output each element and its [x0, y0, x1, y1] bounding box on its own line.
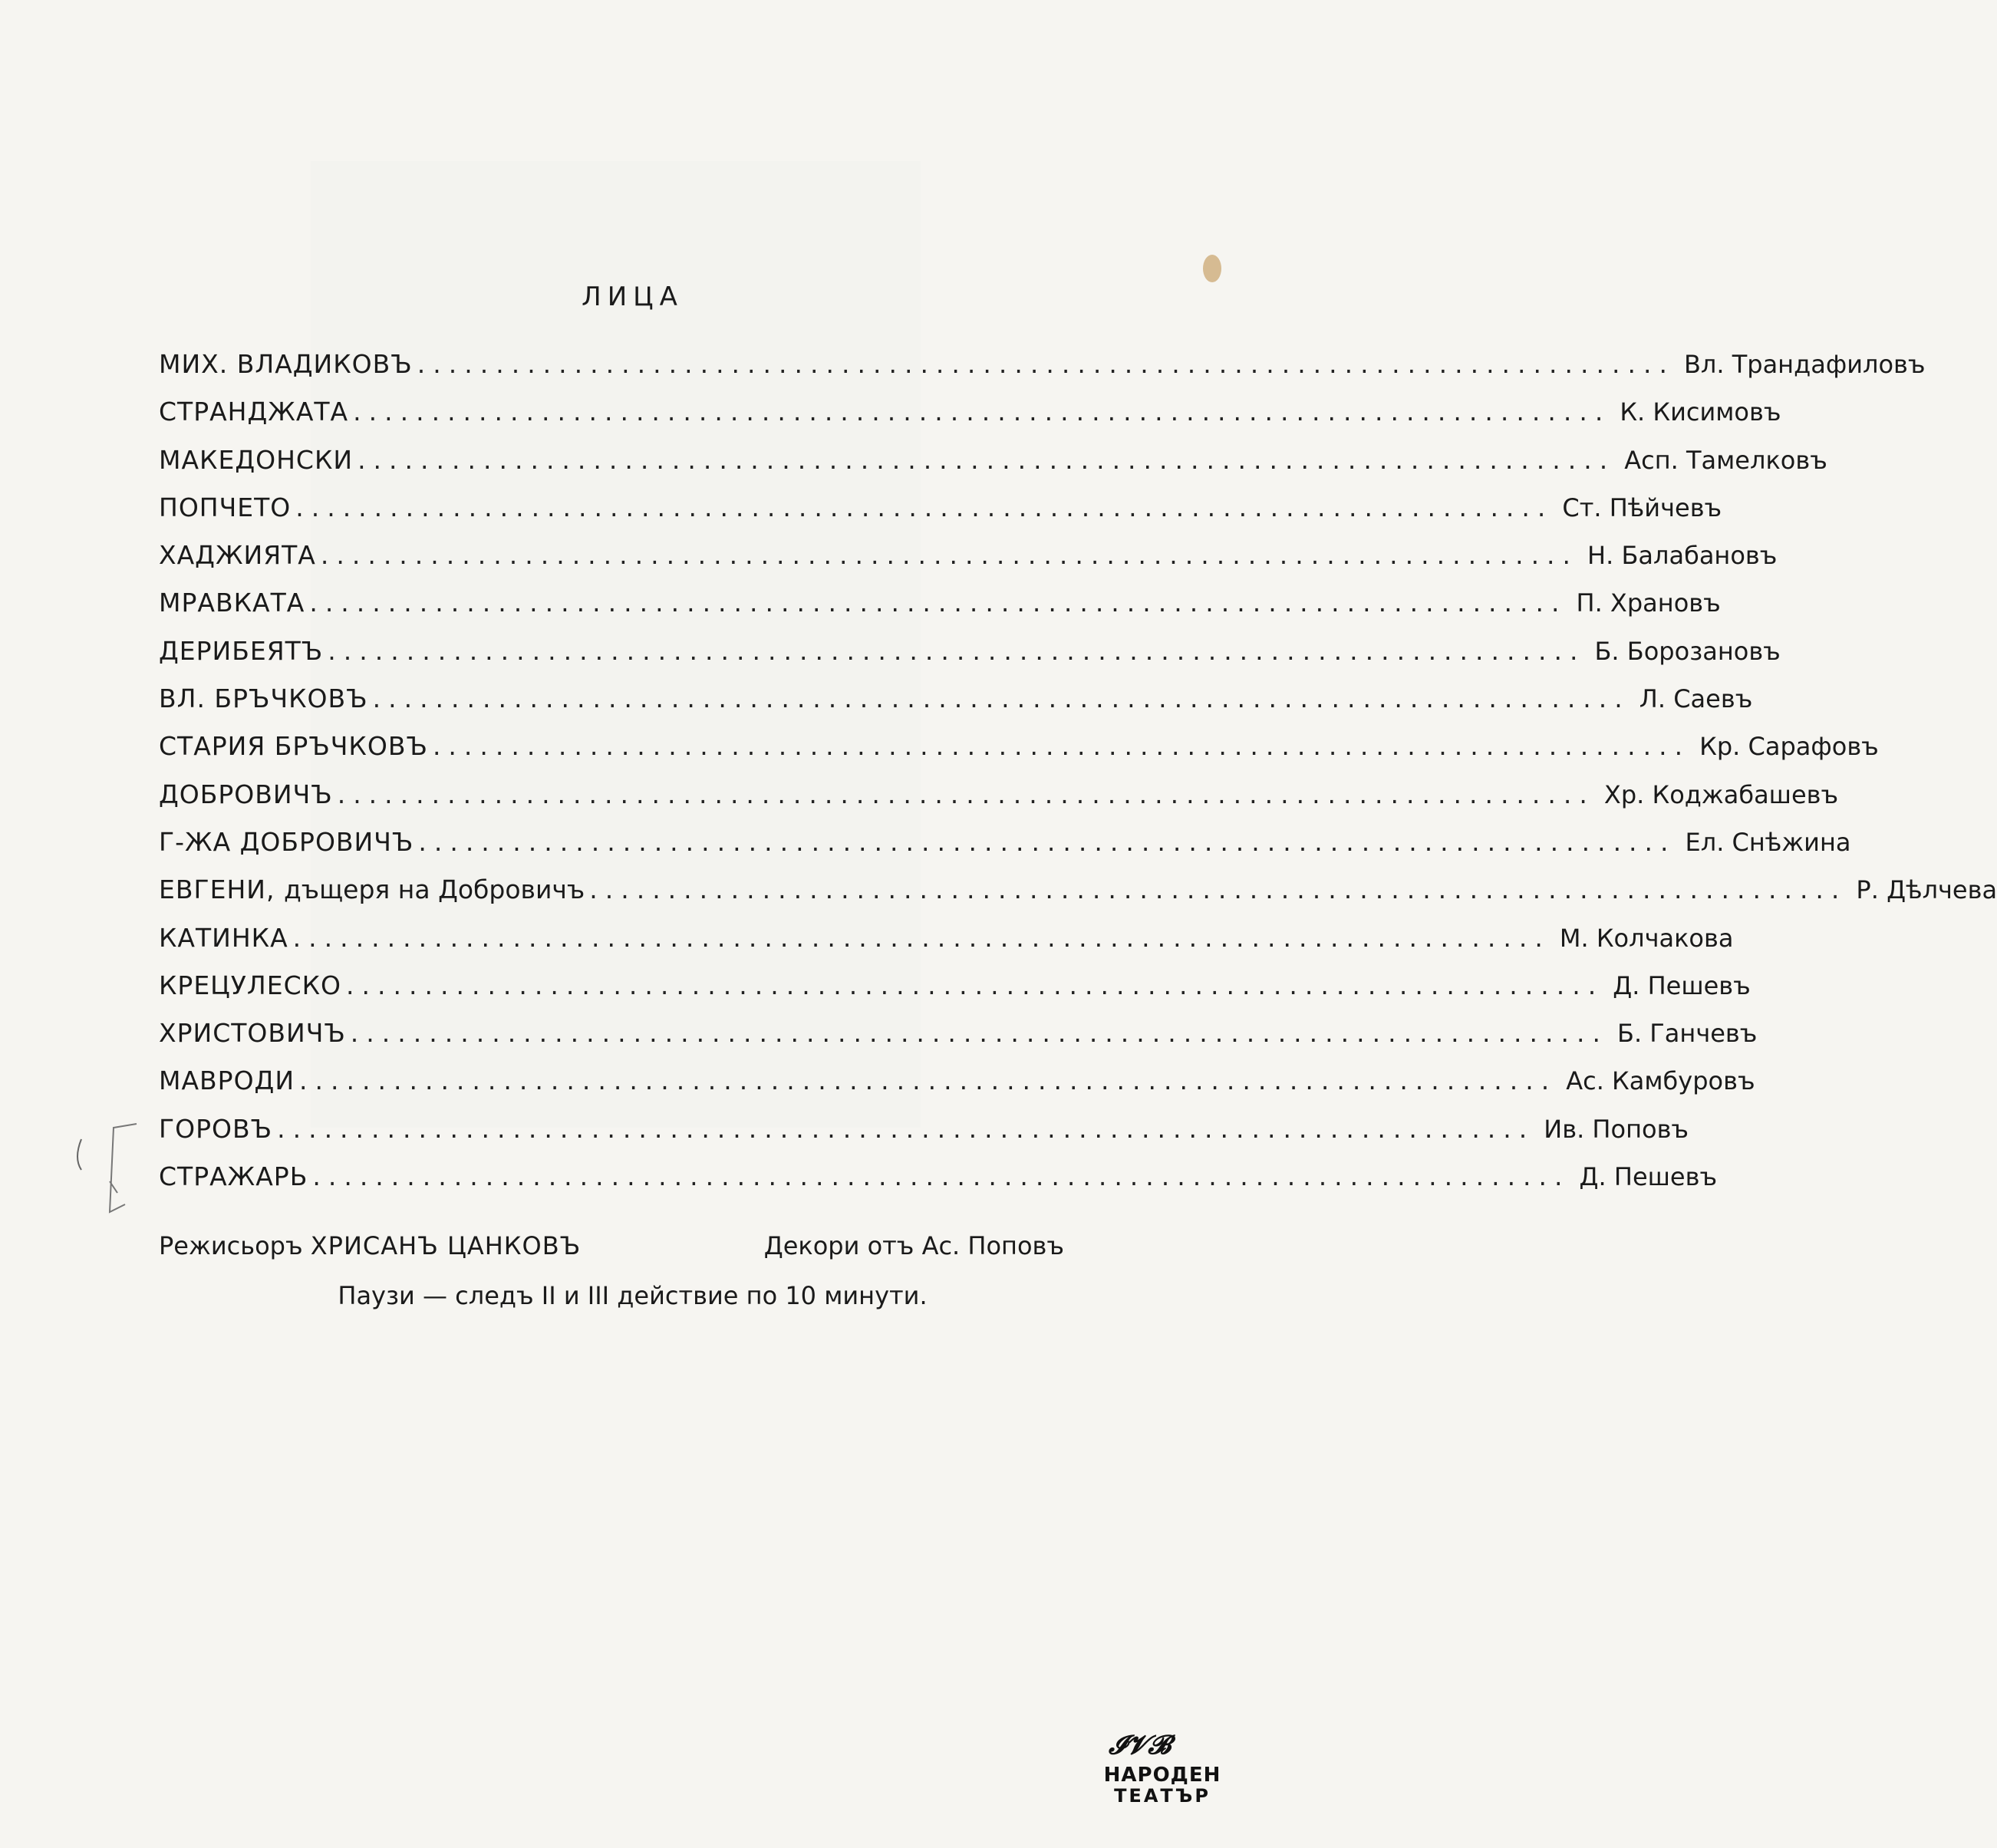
dot-leader: ................................................................................	[372, 684, 1630, 714]
dot-leader: ................................................................................	[346, 970, 1604, 1000]
cast-row	[159, 349, 1926, 397]
role-name: СТАРИЯ БРЪЧКОВЪ	[159, 731, 428, 762]
actor-name: П. Храновъ	[1576, 588, 1721, 618]
cast-row	[159, 922, 1734, 970]
director-credit	[159, 1231, 581, 1260]
role-name: ХАДЖИЯТА	[159, 540, 316, 571]
actor-name: Ив. Поповъ	[1544, 1114, 1689, 1144]
dot-leader: ................................................................................	[353, 397, 1611, 427]
role-name: СТРАЖАРЬ	[159, 1161, 308, 1192]
actor-name: М. Колчакова	[1559, 923, 1734, 953]
actor-name: Д. Пешевъ	[1613, 970, 1751, 1000]
cast-row	[159, 1113, 1689, 1161]
dot-leader: ................................................................................	[418, 826, 1676, 857]
role-name: СТРАНДЖАТА	[159, 397, 349, 427]
actor-name: Б. Борозановъ	[1594, 636, 1781, 666]
cast-row	[159, 779, 1839, 827]
cast-row	[159, 1066, 1755, 1113]
credits	[159, 1231, 1064, 1260]
actor-name: Хр. Коджабашевъ	[1603, 779, 1839, 809]
decor-credit: Декори отъ Ас. Поповъ	[763, 1231, 1064, 1260]
role-name: Г-ЖА ДОБРОВИЧЪ	[159, 826, 414, 857]
role-name: ЕВГЕНИ, дъщеря на Добровичъ	[159, 875, 585, 905]
actor-name: Ел. Снѣжина	[1685, 827, 1851, 857]
cast-row	[159, 540, 1778, 588]
dot-leader: ................................................................................	[299, 1066, 1557, 1096]
actor-name: Н. Балабановъ	[1587, 541, 1778, 571]
theatre-logo	[1093, 1730, 1231, 1810]
dot-leader: ................................................................................	[277, 1113, 1535, 1144]
role-name: ДЕРИБЕЯТЪ	[159, 635, 324, 666]
actor-name: Ст. Пѣйчевъ	[1562, 492, 1722, 522]
cast-row	[159, 1018, 1758, 1066]
cast-row	[159, 1161, 1718, 1209]
pencil-mark	[68, 1116, 167, 1224]
logo-line-1: НАРОДЕН	[1103, 1764, 1221, 1787]
role-name: ПОПЧЕТО	[159, 492, 292, 522]
dot-leader: ................................................................................	[432, 731, 1691, 762]
role-name: ДОБРОВИЧЪ	[159, 779, 333, 809]
role-name: МАКЕДОНСКИ	[159, 444, 354, 475]
role-name: МРАВКАТА	[159, 588, 305, 618]
role-name: МАВРОДИ	[159, 1066, 295, 1096]
actor-name: Кр. Сарафовъ	[1699, 732, 1879, 762]
dot-leader: ................................................................................	[328, 635, 1586, 666]
dot-leader: ................................................................................	[320, 540, 1579, 571]
cast-list	[159, 349, 1997, 1209]
actor-name: Асп. Тамелковъ	[1624, 445, 1827, 475]
actor-name: Л. Саевъ	[1639, 684, 1753, 714]
cast-row	[159, 588, 1721, 635]
intermission-note: Паузи — следъ II и III действие по 10 минути.	[338, 1281, 928, 1310]
dot-leader: ................................................................................	[350, 1018, 1608, 1049]
cast-row	[159, 826, 1851, 875]
actor-name: Р. Дѣлчева	[1856, 875, 1997, 905]
role-name: КАТИНКА	[159, 922, 288, 953]
cast-row	[159, 875, 1997, 922]
cast-row	[159, 731, 1879, 779]
dot-leader: ................................................................................	[589, 875, 1847, 905]
dot-leader: ................................................................................	[309, 588, 1567, 618]
dot-leader: ................................................................................	[417, 349, 1675, 379]
dot-leader: ................................................................................	[292, 922, 1550, 953]
cast-row	[159, 444, 1827, 492]
actor-name: Ас. Камбуровъ	[1566, 1066, 1755, 1096]
role-description: дъщеря на Добровичъ	[283, 875, 585, 905]
dot-leader: ................................................................................	[312, 1161, 1570, 1192]
dot-leader: ................................................................................	[337, 779, 1595, 809]
role-name: КРЕЦУЛЕСКО	[159, 970, 342, 1000]
cast-row	[159, 492, 1722, 540]
actor-name: Вл. Трандафиловъ	[1683, 350, 1926, 379]
director-label: Режисьоръ	[159, 1231, 303, 1260]
dot-leader: ................................................................................	[358, 444, 1616, 475]
actor-name: Д. Пешевъ	[1579, 1162, 1718, 1192]
actor-name: Б. Ганчевъ	[1616, 1019, 1758, 1049]
logo-line-2: ТЕАТЪР	[1114, 1785, 1211, 1807]
director-name: ХРИСАНЪ ЦАНКОВЪ	[310, 1231, 582, 1260]
role-name: ВЛ. БРЪЧКОВЪ	[159, 684, 368, 714]
cast-heading: ЛИЦА	[582, 282, 684, 312]
cast-row	[159, 684, 1753, 731]
actor-name: К. Кисимовъ	[1620, 397, 1781, 427]
logo-signature: 𝓘𝓥𝓑	[1109, 1730, 1172, 1761]
role-name: ХРИСТОВИЧЪ	[159, 1018, 346, 1049]
dot-leader: ................................................................................	[295, 492, 1554, 522]
cast-row	[159, 970, 1751, 1018]
role-name: МИХ. ВЛАДИКОВЪ	[159, 349, 413, 379]
role-name: ГОРОВЪ	[159, 1113, 273, 1144]
cast-row	[159, 397, 1781, 444]
cast-row	[159, 635, 1781, 684]
